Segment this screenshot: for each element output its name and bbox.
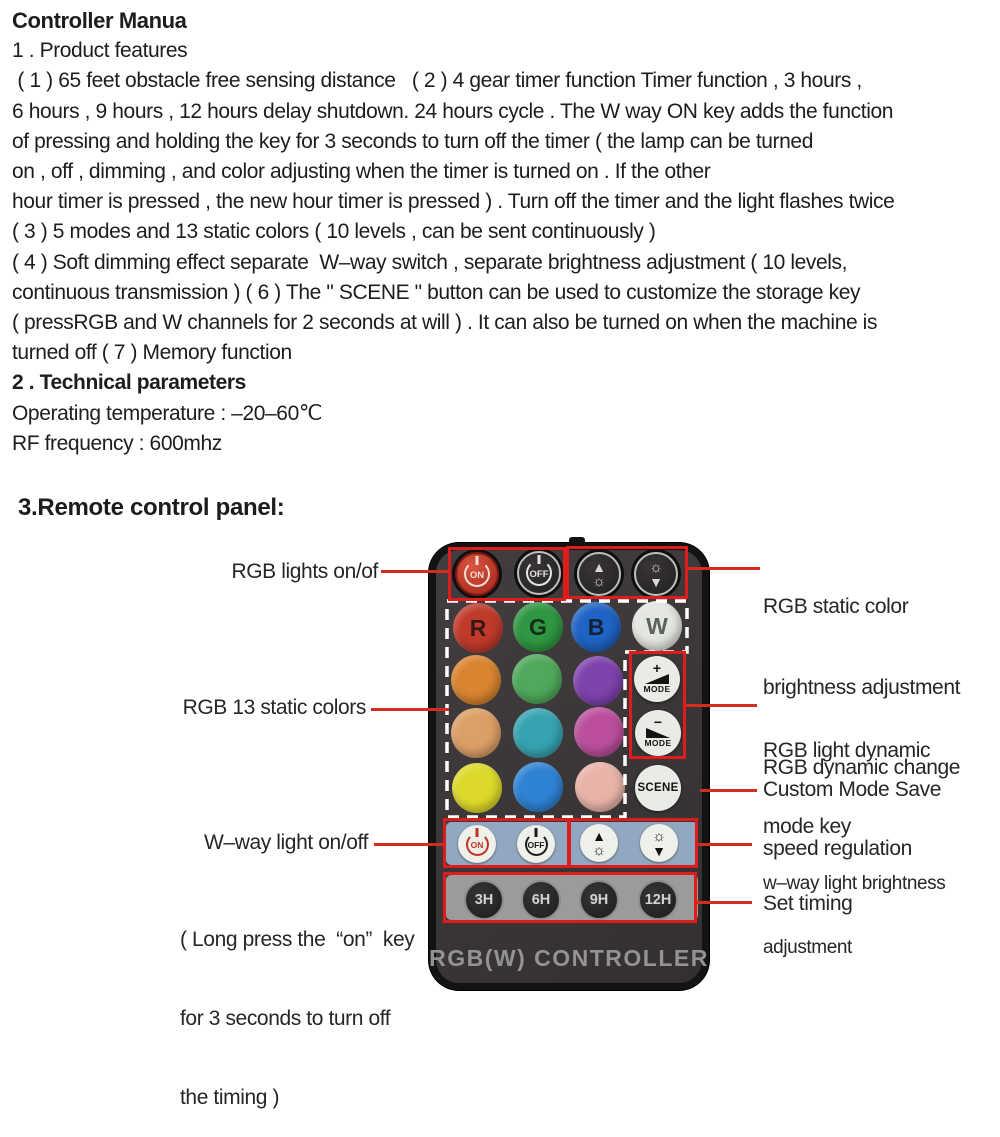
manual-text-line: ( 3 ) 5 modes and 13 static colors ( 10 levels , can be sent continuously ): [12, 220, 656, 244]
right-label-line: RGB dynamic change: [763, 756, 961, 779]
color-button-orange: [451, 655, 501, 705]
connector-wway-brightness: [698, 843, 752, 846]
color-button-R: [453, 603, 503, 653]
r-label: R: [469, 614, 487, 641]
connector-scene: [700, 789, 757, 792]
color-button-purple: [573, 656, 623, 706]
manual-text-line: ( 4 ) Soft dimming effect separate W–way switch , separate brightness adjustment ( 10 levels,: [12, 250, 848, 274]
minus-label: −: [653, 714, 663, 730]
connector-mode-key: [686, 704, 757, 707]
on-label: ON: [469, 569, 485, 581]
label-rgb-13-static-colors: RGB 13 static colors: [182, 696, 366, 719]
label-long-press-note: [180, 876, 414, 1137]
connector-wway-on: [374, 843, 443, 846]
label-set-timing: Set timing: [763, 892, 853, 915]
note-line: for 3 seconds to turn off: [180, 1007, 391, 1030]
connector-rgb-brightness: [688, 567, 760, 570]
timer-group-box: [443, 872, 697, 923]
color-button-magenta: [574, 707, 624, 757]
brightness-up-icon: ▲ ☼: [592, 558, 606, 590]
manual-text-line: ( pressRGB and W channels for 2 seconds at will ) . It can also be turned on when the machine is: [12, 311, 878, 335]
scene-button: [635, 765, 681, 811]
timer-label: 3H: [474, 892, 494, 908]
right-label-line: speed regulation: [763, 836, 912, 860]
g-label: G: [529, 613, 547, 640]
off-label: OFF: [529, 568, 549, 580]
manual-text-line: of pressing and holding the key for 3 seconds to turn off the timer ( the lamp can be turned: [12, 129, 813, 153]
mode-label: MODE: [644, 738, 672, 748]
connector-rgb-on: [381, 570, 448, 573]
manual-text: [12, 6, 997, 459]
brightness-down-icon: ☼ ▼: [652, 827, 666, 859]
mode-group-box: [629, 651, 686, 759]
remote-brand-text: RGB(W) CONTROLLER: [429, 945, 709, 971]
section-heading-remote-panel: 3.Remote control panel:: [18, 494, 285, 521]
manual-text-line: RF frequency : 600mhz: [12, 431, 222, 455]
right-label-line: adjustment: [763, 937, 852, 958]
right-label-line: w–way light brightness: [763, 873, 946, 894]
label-wway-light-on-off: W–way light on/off: [204, 831, 368, 854]
timer-label: 12H: [644, 892, 672, 908]
note-line: the timing ): [180, 1086, 280, 1109]
label-custom-mode-save: Custom Mode Save: [763, 778, 942, 801]
manual-text-line: on , off , dimming , and color adjusting when the timer is turned on . If the other: [12, 160, 711, 184]
connector-static-colors: [371, 708, 449, 711]
right-label-line: brightness adjustment: [763, 675, 961, 699]
timer-label: 9H: [589, 892, 609, 908]
brightness-down-icon: ☼ ▼: [649, 558, 663, 590]
label-rgb-lights-on-off: RGB lights on/of: [231, 560, 378, 583]
manual-text-line: 6 hours , 9 hours , 12 hours delay shutdown. 24 hours cycle . The W way ON key adds the function: [12, 99, 894, 123]
right-label-line: RGB static color: [763, 595, 909, 618]
color-button-G: [513, 602, 563, 652]
off-label: OFF: [527, 840, 545, 850]
color-button-B: [571, 602, 621, 652]
section-heading-technical: 2 . Technical parameters: [12, 371, 246, 395]
wway-power-group-box: [443, 818, 570, 868]
color-button-teal: [513, 708, 563, 758]
w-label: W: [646, 612, 668, 639]
timer-label: 6H: [531, 892, 551, 908]
scene-label: SCENE: [637, 782, 679, 794]
on-label: ON: [470, 840, 484, 850]
brightness-up-icon: ▲ ☼: [592, 827, 606, 859]
color-button-skyblue: [513, 762, 563, 812]
manual-text-line: Operating temperature : –20–60℃: [12, 401, 323, 425]
rgb-brightness-group-box: [566, 546, 688, 599]
color-button-green: [512, 654, 562, 704]
right-label-line: mode key: [763, 815, 851, 838]
manual-text-line: continuous transmission ) ( 6 ) The " SCENE " button can be used to customize the storage key: [12, 280, 861, 304]
plus-label: +: [652, 660, 662, 676]
color-button-yellow: [452, 763, 502, 813]
manual-text-line: ( 1 ) 65 feet obstacle free sensing distance ( 2 ) 4 gear timer function Timer function , 3 hours ,: [12, 69, 862, 93]
rgb-power-group-box: [448, 547, 566, 601]
right-label-line: RGB light dynamic: [763, 739, 931, 762]
wway-brightness-group-box: [568, 818, 698, 868]
mode-label: MODE: [643, 684, 671, 694]
manual-text-line: 1 . Product features: [12, 39, 188, 63]
note-line: ( Long press the “on” key: [180, 928, 415, 951]
page-title: Controller Manua: [12, 8, 187, 33]
color-button-W: [632, 601, 682, 651]
manual-text-line: turned off ( 7 ) Memory function: [12, 341, 292, 365]
manual-text-line: hour timer is pressed , the new hour timer is pressed ) . Turn off the timer and the light flashes twice: [12, 190, 895, 214]
b-label: B: [587, 613, 605, 640]
color-button-pink: [575, 762, 625, 812]
connector-set-timing: [697, 901, 752, 904]
color-button-tan: [451, 708, 501, 758]
